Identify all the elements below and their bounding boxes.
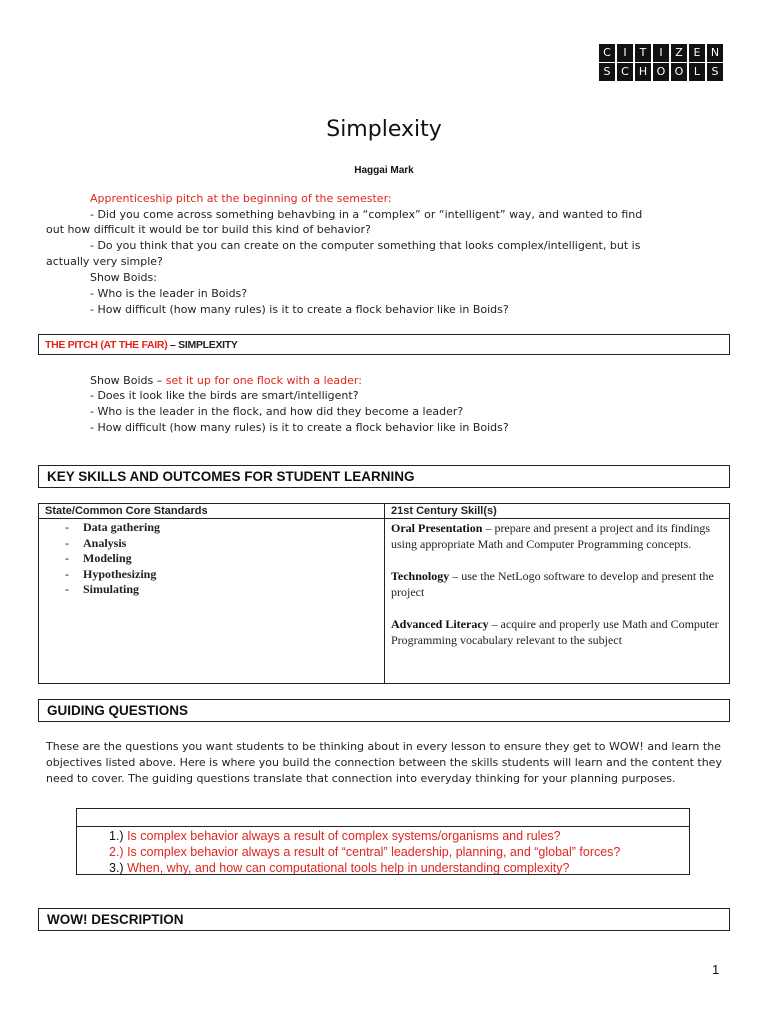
standard-label: Simulating bbox=[83, 582, 140, 596]
logo-letter: C bbox=[599, 44, 615, 62]
standard-label: Data gathering bbox=[83, 520, 160, 534]
guiding-paragraph: These are the questions you want students to be thinking about in every lesson to ensure they get to WOW! and learn the objectives listed above. Here is where you build the connection between the skills students will learn and the content they need to cover. The guiding questions translate that connection into everyday thinking for your planning purposes. bbox=[46, 740, 722, 785]
logo-letter: L bbox=[689, 63, 705, 81]
skills-column-header: 21st Century Skill(s) bbox=[385, 504, 729, 519]
list-dash: - bbox=[65, 535, 69, 550]
standards-column bbox=[39, 504, 385, 683]
standard-item bbox=[39, 551, 384, 567]
standard-item bbox=[39, 582, 384, 598]
guiding-questions-heading: GUIDING QUESTIONS bbox=[47, 703, 189, 718]
logo-row-schools bbox=[599, 63, 725, 81]
skill-text: – prepare and present a project and its findings using appropriate Math and Computer Programming concepts. bbox=[391, 521, 711, 551]
fair-show-line bbox=[90, 373, 730, 388]
fair-line: - How difficult (how many rules) is it to create a flock behavior like in Boids? bbox=[90, 421, 509, 434]
standard-item bbox=[39, 567, 384, 583]
pitch-line: - Do you think that you can create on the computer something that looks complex/intelligent, but is bbox=[90, 239, 641, 252]
author-name: Haggai Mark bbox=[354, 165, 414, 176]
logo-row-citizen bbox=[599, 44, 725, 62]
pitch-line: - Did you come across something behavbing in a “complex” or “intelligent” way, and wanted to find bbox=[90, 208, 643, 221]
wow-description-header bbox=[38, 908, 730, 931]
standard-label: Analysis bbox=[83, 535, 127, 550]
standard-item bbox=[39, 520, 384, 536]
question-item bbox=[77, 828, 689, 844]
skill-text: – acquire and properly use Math and Computer Programming vocabulary relevant to the subject bbox=[391, 617, 719, 647]
citizen-schools-logo bbox=[599, 44, 725, 82]
logo-letter: S bbox=[707, 63, 723, 81]
skill-name: Technology bbox=[391, 569, 450, 583]
pitch-line: - How difficult (how many rules) is it to create a flock behavior like in Boids? bbox=[90, 303, 509, 316]
logo-letter: C bbox=[617, 63, 633, 81]
standard-label: Modeling bbox=[83, 551, 132, 565]
fair-pitch-heading-red: THE PITCH (AT THE FAIR) bbox=[45, 339, 168, 351]
logo-letter: T bbox=[635, 44, 651, 62]
fair-line: - Who is the leader in the flock, and how did they become a leader? bbox=[90, 405, 464, 418]
guiding-questions-box bbox=[76, 808, 690, 875]
fair-pitch-heading-rest: – SIMPLEXITY bbox=[167, 339, 238, 351]
skill-text: – use the NetLogo software to develop and present the project bbox=[391, 569, 714, 599]
list-dash: - bbox=[65, 551, 69, 565]
fair-line: - Does it look like the birds are smart/intelligent? bbox=[90, 389, 359, 402]
guiding-questions-header bbox=[38, 699, 730, 722]
question-text: Is complex behavior always a result of “central” leadership, planning, and “global” forces? bbox=[127, 845, 621, 859]
pitch-line: - Who is the leader in Boids? bbox=[90, 287, 248, 300]
page-title: Simplexity bbox=[326, 117, 442, 142]
question-number: 3.) bbox=[109, 861, 124, 875]
pitch-line: Show Boids: bbox=[90, 271, 157, 284]
skill-name: Advanced Literacy bbox=[391, 617, 489, 631]
question-number: 2.) bbox=[109, 845, 124, 859]
logo-letter: S bbox=[599, 63, 615, 81]
standard-item bbox=[39, 536, 384, 552]
logo-letter: N bbox=[707, 44, 723, 62]
key-skills-heading: KEY SKILLS AND OUTCOMES FOR STUDENT LEARNING bbox=[47, 469, 415, 484]
fair-pitch-header bbox=[38, 334, 730, 355]
fair-show-red: set it up for one flock with a leader: bbox=[165, 374, 362, 387]
skill-item bbox=[391, 616, 723, 648]
key-skills-header bbox=[38, 465, 730, 488]
pitch-heading: Apprenticeship pitch at the beginning of the semester: bbox=[90, 192, 392, 205]
logo-letter: O bbox=[671, 63, 687, 81]
fair-show-prefix: Show Boids – bbox=[90, 374, 166, 387]
list-dash: - bbox=[65, 582, 69, 596]
question-item bbox=[77, 860, 689, 876]
page-number: 1 bbox=[712, 962, 720, 977]
skill-name: Oral Presentation bbox=[391, 521, 483, 535]
skill-item bbox=[391, 568, 723, 600]
standards-column-header: State/Common Core Standards bbox=[39, 504, 384, 519]
skills-column bbox=[385, 504, 729, 683]
wow-description-heading: WOW! DESCRIPTION bbox=[47, 912, 184, 927]
question-number: 1.) bbox=[109, 829, 124, 843]
pitch-line: out how difficult it would be tor build this kind of behavior? bbox=[46, 223, 371, 236]
pitch-line: actually very simple? bbox=[46, 255, 163, 268]
logo-letter: Z bbox=[671, 44, 687, 62]
logo-letter: E bbox=[689, 44, 705, 62]
questions-box-top-row bbox=[77, 809, 689, 827]
logo-letter: I bbox=[617, 44, 633, 62]
list-dash: - bbox=[65, 566, 69, 581]
logo-letter: I bbox=[653, 44, 669, 62]
logo-letter: H bbox=[635, 63, 651, 81]
standard-label: Hypothesizing bbox=[83, 566, 157, 581]
question-item bbox=[77, 844, 689, 860]
logo-letter: O bbox=[653, 63, 669, 81]
list-dash: - bbox=[65, 520, 69, 534]
question-text: Is complex behavior always a result of complex systems/organisms and rules? bbox=[127, 829, 561, 843]
question-text: When, why, and how can computational tools help in understanding complexity? bbox=[127, 861, 570, 875]
standards-skills-table bbox=[38, 503, 730, 684]
skill-item bbox=[391, 520, 723, 552]
